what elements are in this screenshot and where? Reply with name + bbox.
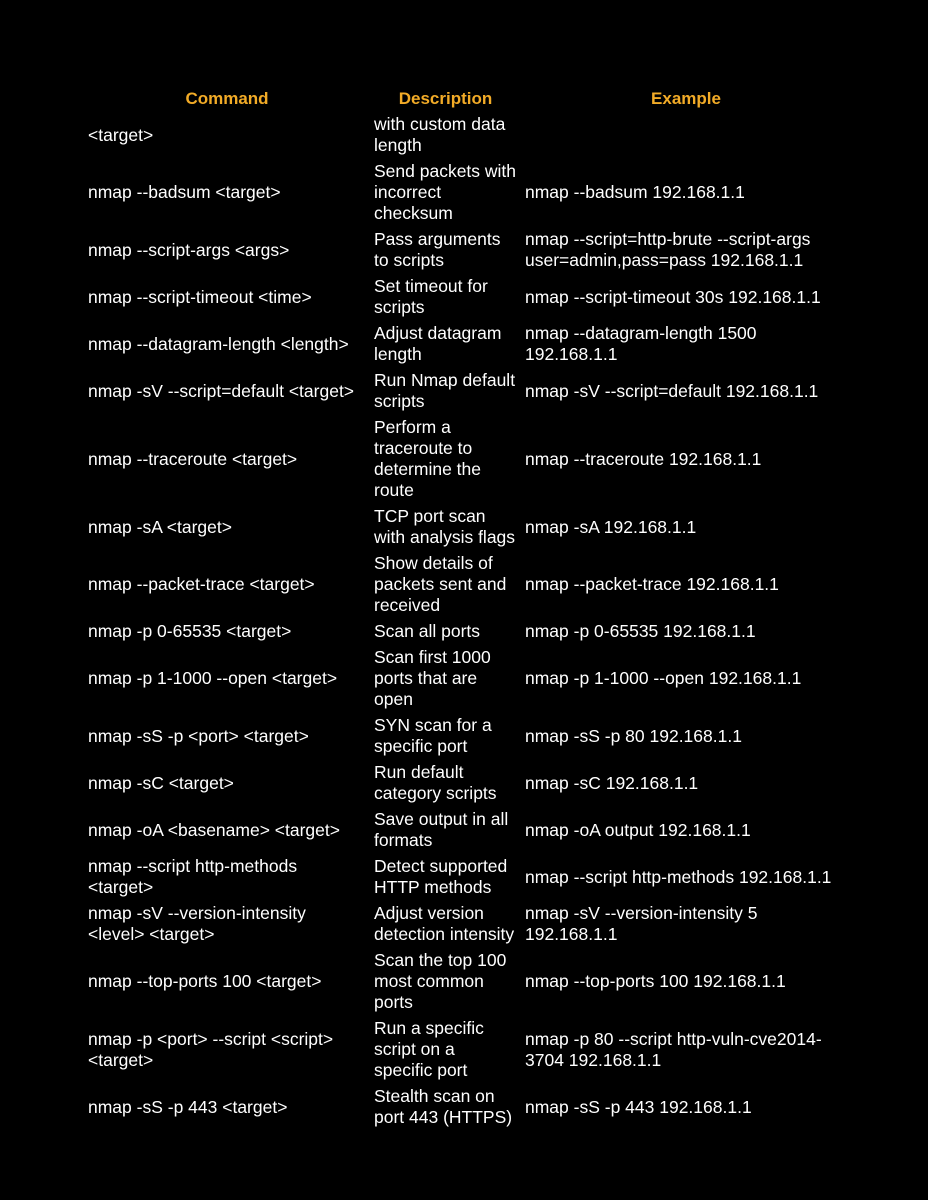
table-row [84,1016,851,1084]
example-cell: nmap -sV --script=default 192.168.1.1 [525,380,819,401]
description-cell: Send packets with incorrect checksum [374,161,517,223]
table-row [84,948,851,1016]
example-cell: nmap --datagram-length 1500 192.168.1.1 [525,323,757,364]
command-cell: <target> [88,124,154,145]
example-cell: nmap --badsum 192.168.1.1 [525,182,745,202]
example-cell: nmap --script-timeout 30s 192.168.1.1 [525,286,821,307]
description-cell: Run Nmap default scripts [374,370,516,411]
command-cell: nmap -sA <target> [88,516,232,537]
example-cell: nmap -p 80 --script http-vuln-cve2014-3704 192.168.1.1 [525,1028,822,1070]
example-column-header: Example [651,89,721,108]
description-cell: Scan first 1000 ports that are open [374,647,491,709]
table-header-row [84,86,851,112]
table-row [84,760,851,807]
table-row [84,713,851,760]
command-cell: nmap --badsum <target> [88,182,281,202]
table-row [84,321,851,368]
example-cell: nmap -p 0-65535 192.168.1.1 [525,621,756,641]
example-cell: nmap -sV --version-intensity 5 192.168.1.1 [525,903,758,944]
table-row [84,159,851,227]
description-cell: SYN scan for a specific port [374,715,492,756]
description-cell: Scan all ports [374,621,481,641]
table-row [84,368,851,415]
example-cell: nmap --script=http-brute --script-args user=admin,pass=pass 192.168.1.1 [525,229,811,270]
description-cell: Save output in all formats [374,809,509,850]
table-row [84,112,851,159]
command-cell: nmap --datagram-length <length> [88,333,349,354]
command-cell: nmap --top-ports 100 <target> [88,971,322,991]
command-cell: nmap -sC <target> [88,772,234,793]
command-cell: nmap -sV --version-intensity <level> <target> [88,903,306,944]
description-cell: Pass arguments to scripts [374,229,501,270]
description-cell: Scan the top 100 most common ports [374,950,507,1012]
command-cell: nmap -oA <basename> <target> [88,819,340,840]
description-cell: Adjust version detection intensity [374,903,515,944]
table-body [84,112,851,1131]
description-cell: Adjust datagram length [374,323,502,364]
table-row [84,1084,851,1131]
table-row [84,274,851,321]
command-cell: nmap -sS -p <port> <target> [88,725,309,746]
command-cell: nmap -p 1-1000 --open <target> [88,668,338,688]
description-cell: Run a specific script on a specific port [374,1018,484,1080]
table-row [84,645,851,713]
example-cell: nmap --traceroute 192.168.1.1 [525,448,762,469]
table-row [84,504,851,551]
example-cell: nmap --script http-methods 192.168.1.1 [525,866,832,887]
command-column-header: Command [185,89,269,108]
command-cell: nmap --script-args <args> [88,239,290,260]
example-cell: nmap -sC 192.168.1.1 [525,772,699,793]
table-row [84,551,851,619]
description-cell: Stealth scan on port 443 (HTTPS) [374,1086,513,1127]
table-row [84,415,851,504]
table-row [84,807,851,854]
command-cell: nmap -p <port> --script <script> <target> [88,1028,334,1070]
command-cell: nmap -sV --script=default <target> [88,380,355,401]
description-column-header: Description [398,89,493,108]
command-cell: nmap --packet-trace <target> [88,574,315,594]
command-cell: nmap -sS -p 443 <target> [88,1096,288,1117]
example-cell: nmap --packet-trace 192.168.1.1 [525,574,779,594]
description-cell: Show details of packets sent and received [374,553,507,615]
description-cell: Detect supported HTTP methods [374,856,508,897]
command-cell: nmap --script http-methods <target> [88,856,298,897]
table-row [84,619,851,645]
nmap-command-table [84,86,851,1131]
table-row [84,227,851,274]
example-cell: nmap -sS -p 443 192.168.1.1 [525,1096,752,1117]
description-cell: Run default category scripts [374,762,497,803]
description-cell: Perform a traceroute to determine the route [374,417,482,500]
command-cell: nmap --script-timeout <time> [88,286,312,307]
description-cell: with custom data length [374,114,506,155]
example-cell: nmap --top-ports 100 192.168.1.1 [525,971,786,991]
description-cell: Set timeout for scripts [374,276,488,317]
example-cell: nmap -sS -p 80 192.168.1.1 [525,725,742,746]
table-row [84,901,851,948]
example-cell [521,112,851,159]
command-cell: nmap -p 0-65535 <target> [88,621,292,641]
table-row [84,854,851,901]
description-cell: TCP port scan with analysis flags [374,506,516,547]
command-cell: nmap --traceroute <target> [88,448,298,469]
example-cell: nmap -oA output 192.168.1.1 [525,819,751,840]
example-cell: nmap -p 1-1000 --open 192.168.1.1 [525,668,802,688]
example-cell: nmap -sA 192.168.1.1 [525,516,697,537]
